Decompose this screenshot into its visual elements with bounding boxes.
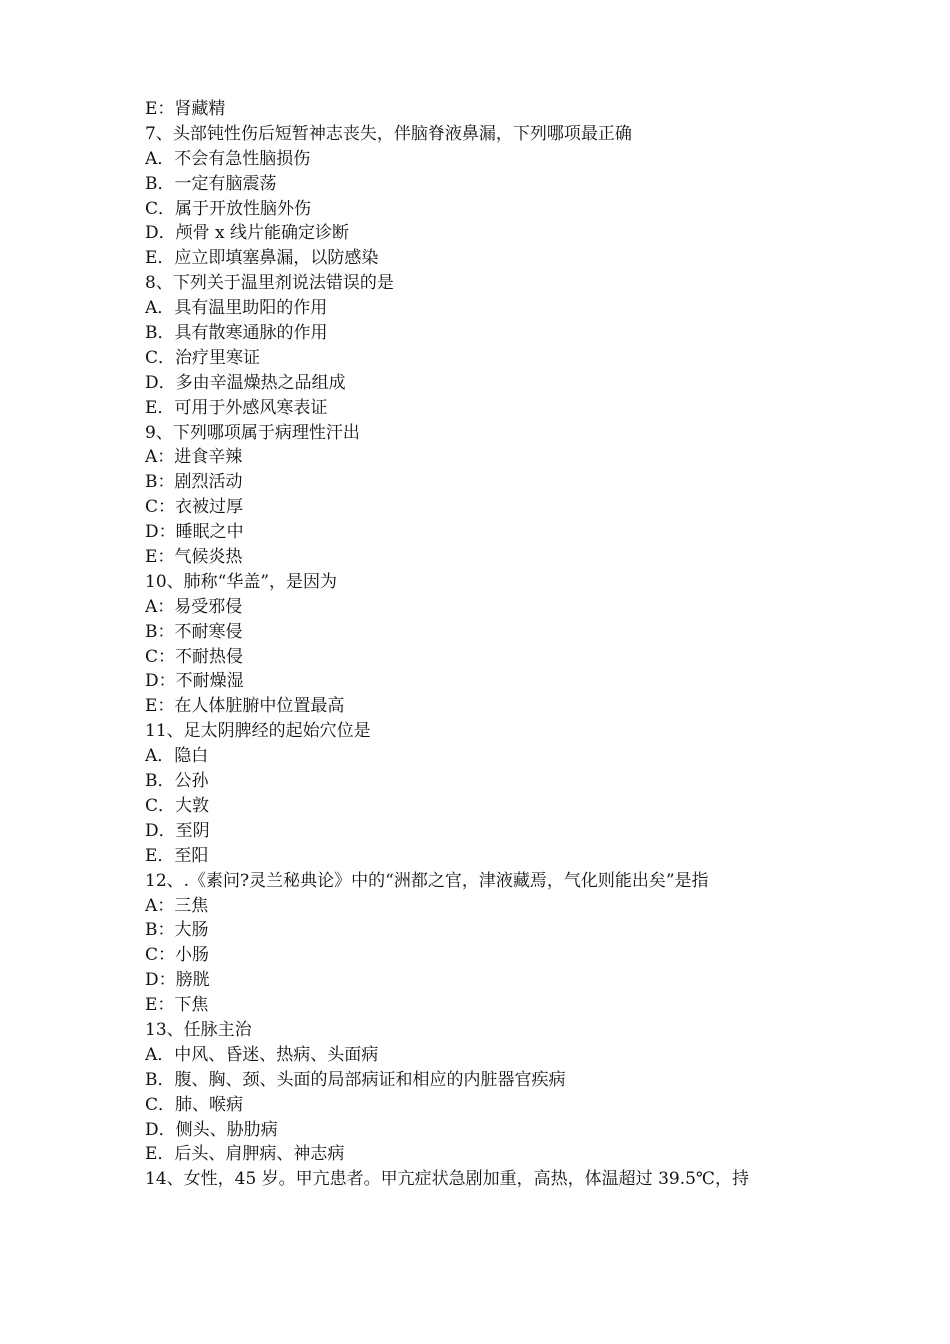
option-line: A．隐白 — [145, 746, 209, 767]
option-line: B：不耐寒侵 — [145, 621, 243, 642]
option-line: B．公孙 — [145, 771, 209, 792]
question-line: 10、肺称“华盖”，是因为 — [145, 571, 338, 592]
question-line: 14、女性，45 岁。甲亢患者。甲亢症状急剧加重，高热，体温超过 39.5℃，持 — [145, 1169, 749, 1190]
option-line: C．大敦 — [145, 795, 210, 816]
option-line: B．一定有脑震荡 — [145, 173, 277, 194]
option-line: D：膀胱 — [145, 970, 210, 991]
option-line: B：大肠 — [145, 920, 209, 941]
document-text — [145, 97, 825, 1192]
option-line: A：三焦 — [145, 895, 209, 916]
option-line: C．治疗里寒证 — [145, 347, 261, 368]
option-line: D．至阴 — [145, 820, 210, 841]
option-line: C：小肠 — [145, 945, 210, 966]
option-line: A：进食辛辣 — [145, 447, 243, 468]
option-line: C．属于开放性脑外伤 — [145, 198, 312, 219]
option-line: E：下焦 — [145, 995, 209, 1016]
option-line: E：气候炎热 — [145, 547, 243, 568]
option-line: C．肺、喉病 — [145, 1094, 244, 1115]
option-line: E．应立即填塞鼻漏，以防感染 — [145, 248, 379, 269]
option-line: D．多由辛温燥热之品组成 — [145, 372, 346, 393]
option-line: E．可用于外感风寒表证 — [145, 397, 328, 418]
question-line: 11、足太阴脾经的起始穴位是 — [145, 721, 371, 742]
option-line: C：不耐热侵 — [145, 646, 244, 667]
question-line: 13、任脉主治 — [145, 1019, 252, 1040]
option-line: A．不会有急性脑损伤 — [145, 148, 311, 169]
option-line: B．腹、胸、颈、头面的局部病证和相应的内脏器官疾病 — [145, 1069, 566, 1090]
option-line: D：睡眠之中 — [145, 522, 244, 543]
question-line: 7、头部钝性伤后短暂神志丧失，伴脑脊液鼻漏，下列哪项最正确 — [145, 123, 632, 144]
option-line: B．具有散寒通脉的作用 — [145, 323, 328, 344]
question-line: 9、下列哪项属于病理性汗出 — [145, 422, 360, 443]
option-line: E．至阳 — [145, 845, 209, 866]
option-line: D．颅骨 x 线片能确定诊断 — [145, 223, 350, 244]
option-line: C：衣被过厚 — [145, 497, 244, 518]
option-line: D：不耐燥湿 — [145, 671, 244, 692]
question-line: 8、下列关于温里剂说法错误的是 — [145, 273, 394, 294]
option-line: E：在人体脏腑中位置最高 — [145, 696, 345, 717]
option-line: D．侧头、胁肋病 — [145, 1119, 278, 1140]
option-line: E：肾藏精 — [145, 99, 226, 119]
question-line: 12、.《素问?灵兰秘典论》中的“洲都之官，津液藏焉，气化则能出矣”是指 — [145, 870, 709, 891]
option-line: E．后头、肩胛病、神志病 — [145, 1144, 345, 1165]
option-line: A．中风、昏迷、热病、头面病 — [145, 1044, 379, 1065]
option-line: A：易受邪侵 — [145, 596, 243, 617]
option-line: B：剧烈活动 — [145, 472, 243, 493]
option-line: A．具有温里助阳的作用 — [145, 298, 328, 319]
